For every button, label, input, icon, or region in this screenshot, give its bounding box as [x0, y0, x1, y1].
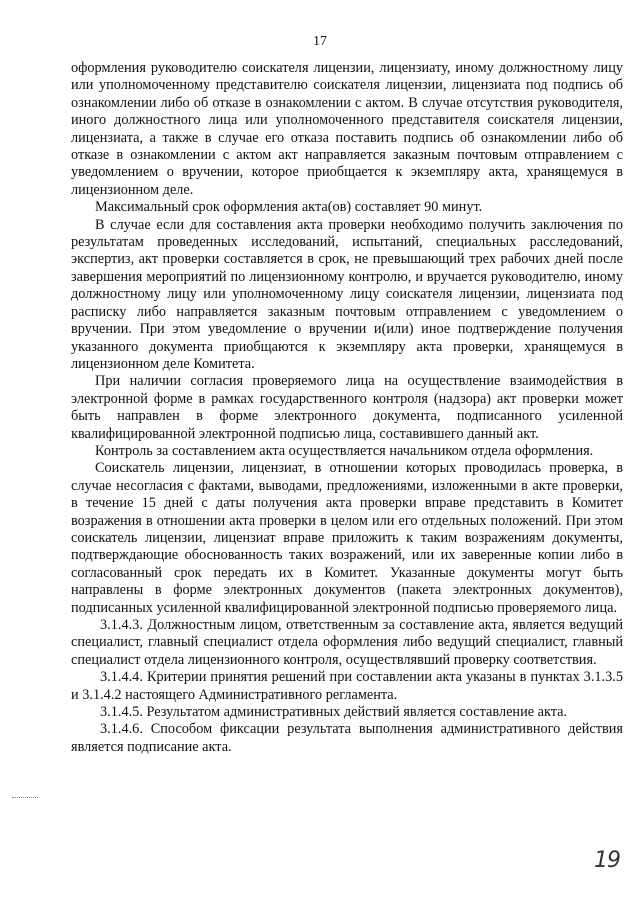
page-number: 17	[313, 34, 327, 49]
paragraph-max-term: Максимальный срок оформления акта(ов) составляет 90 минут.	[95, 199, 483, 216]
handwritten-page-number: 19	[594, 848, 620, 873]
paragraph-expertise-conclusions: В случае если для составления акта проверки необходимо получить заключения по результатам проведенных исследований, испытаний, специальных расследований, экспертиз, акт проверки составляется в срок, не превышающий трех рабочих дней после завершения мероприятий по лицензионному контролю, и вручается руководителю, иному должностному лицу или уполномоченному лицу соискателя лицензии, лицензиата под расписку либо направляется заказным почтовым отправлением с уведомлением о вручении. При этом уведомление о вручении и(или) иное подтверждение получения указанного документа приобщаются к экземпляру акта проверки, хранящемуся в лицензионном деле Комитета.	[71, 216, 623, 372]
paragraph-act-signing-continuation: оформления руководителю соискателя лицензии, лицензиату, иному должностному лицу или уполномоченному представителю соискателя лицензии, лицензиата под подпись об ознакомлении либо об отказе в ознакомлении с актом. В случае отсутствия руководителя, иного должностного лица или уполномоченного представителя соискателя лицензии, лицензиата, а также в случае его отказа поставить подпись об ознакомлении либо об отказе в ознакомлении с актом акт направляется заказным почтовым отправлением с уведомлением о вручении, которое приобщается к экземпляру акта, хранящемуся в лицензионном деле.	[71, 60, 623, 198]
paragraph-control: Контроль за составлением акта осуществляется начальником отдела оформления.	[95, 442, 594, 459]
margin-scan-mark	[12, 797, 38, 799]
clause-3-1-4-4: 3.1.4.4. Критерии принятия решений при составлении акта указаны в пунктах 3.1.3.5 и 3.1.4.2 настоящего Административного регламента.	[71, 669, 623, 703]
document-body	[71, 60, 623, 756]
paragraph-objections: Соискатель лицензии, лицензиат, в отношении которых проводилась проверка, в случае несогласия с фактами, выводами, предложениями, изложенными в акте проверки, в течение 15 дней с даты получения акта проверки вправе представить в Комитет возражения в отношении акта проверки в целом или его отдельных положений. При этом соискатель лицензии, лицензиат вправе приложить к таким возражениям документы, подтверждающие обоснованность таких возражений, или их заверенные копии либо в согласованный срок передать их в Комитет. Указанные документы могут быть направлены в форме электронных документов (пакета электронных документов), подписанных усиленной квалифицированной электронной подписью проверяемого лица.	[71, 460, 623, 616]
clause-3-1-4-3: 3.1.4.3. Должностным лицом, ответственным за составление акта, является ведущий специалист, главный специалист отдела оформления либо ведущий специалист, главный специалист отдела лицензионного контроля, осуществлявший проверку соответствия.	[71, 617, 623, 668]
clause-3-1-4-5: 3.1.4.5. Результатом административных действий является составление акта.	[100, 704, 568, 721]
clause-3-1-4-6: 3.1.4.6. Способом фиксации результата выполнения административного действия является подписание акта.	[71, 721, 623, 755]
paragraph-electronic-form: При наличии согласия проверяемого лица на осуществление взаимодействия в электронной форме в рамках государственного контроля (надзора) акт проверки может быть направлен в форме электронного документа, подписанного усиленной квалифицированной электронной подписью лица, составившего данный акт.	[71, 373, 623, 442]
